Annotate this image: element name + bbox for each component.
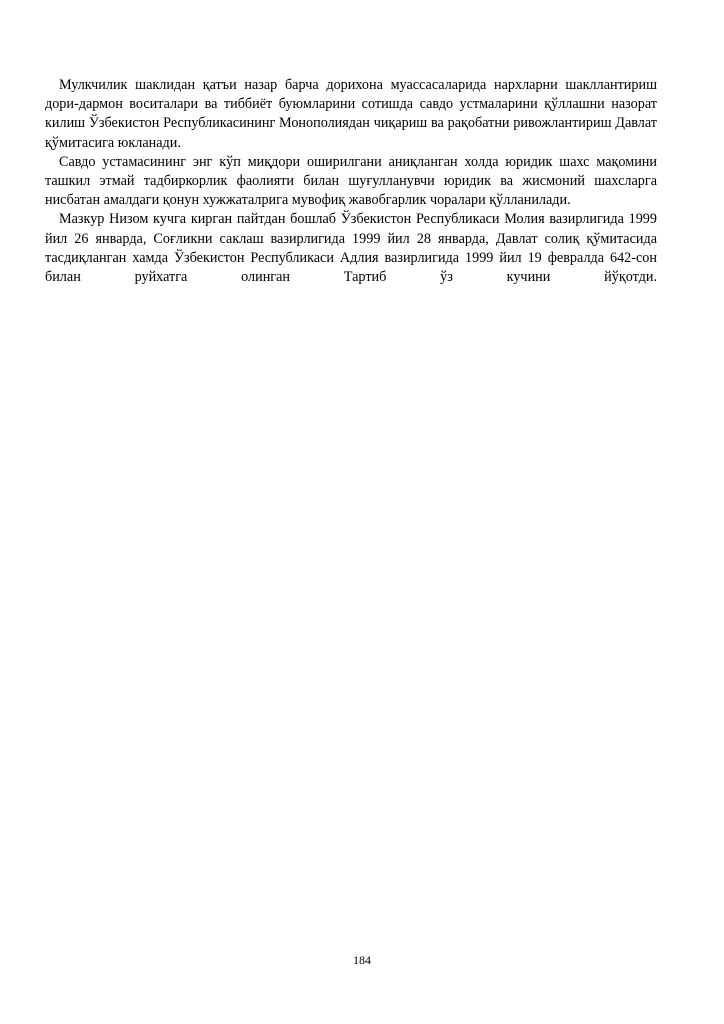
paragraph-regulation-effect: Мазкур Низом кучга кирган пайтдан бошлаб Ўзбекистон Республикаси Молия вазирлигида 1999 йил 26 январда, Соғликни саклаш вазирлигида 1999 йил 28 январда, Давлат солиқ қўмитасида тасдиқланган хамда Ўзбекистон Республикаси Адлия вазирлигида 1999 йил 19 февралда 642-сон билан руйхатга олинган Тартиб ўз кучини йўқотди. [45, 211, 657, 286]
page-number: 184 [353, 953, 371, 967]
paragraph-trade-markup-liability: Савдо устамасининг энг кўп миқдори оширилгани аниқланган холда юридик шахс мақомини ташкил этмай тадбиркорлик фаолияти билан шуғулланувчи юридик ва жисмоний шахсларга нисбатан амалдаги қонун хужжаталрига мувофиқ жавобгарлик чоралари қўлланилади. [45, 153, 657, 209]
document-page [45, 76, 657, 287]
paragraph-pharmacy-price-control: Мулкчилик шаклидан қатъи назар барча дорихона муассасаларида нархларни шакллантириш дори-дармон воситалари ва тиббиёт буюмларини сотишда савдо устмаларини қўллашни назорат килиш Ўзбекистон Республикасининг Монополиядан чиқариш ва рақобатни ривожлантириш Давлат қўмитасига юкланади. [45, 77, 657, 151]
